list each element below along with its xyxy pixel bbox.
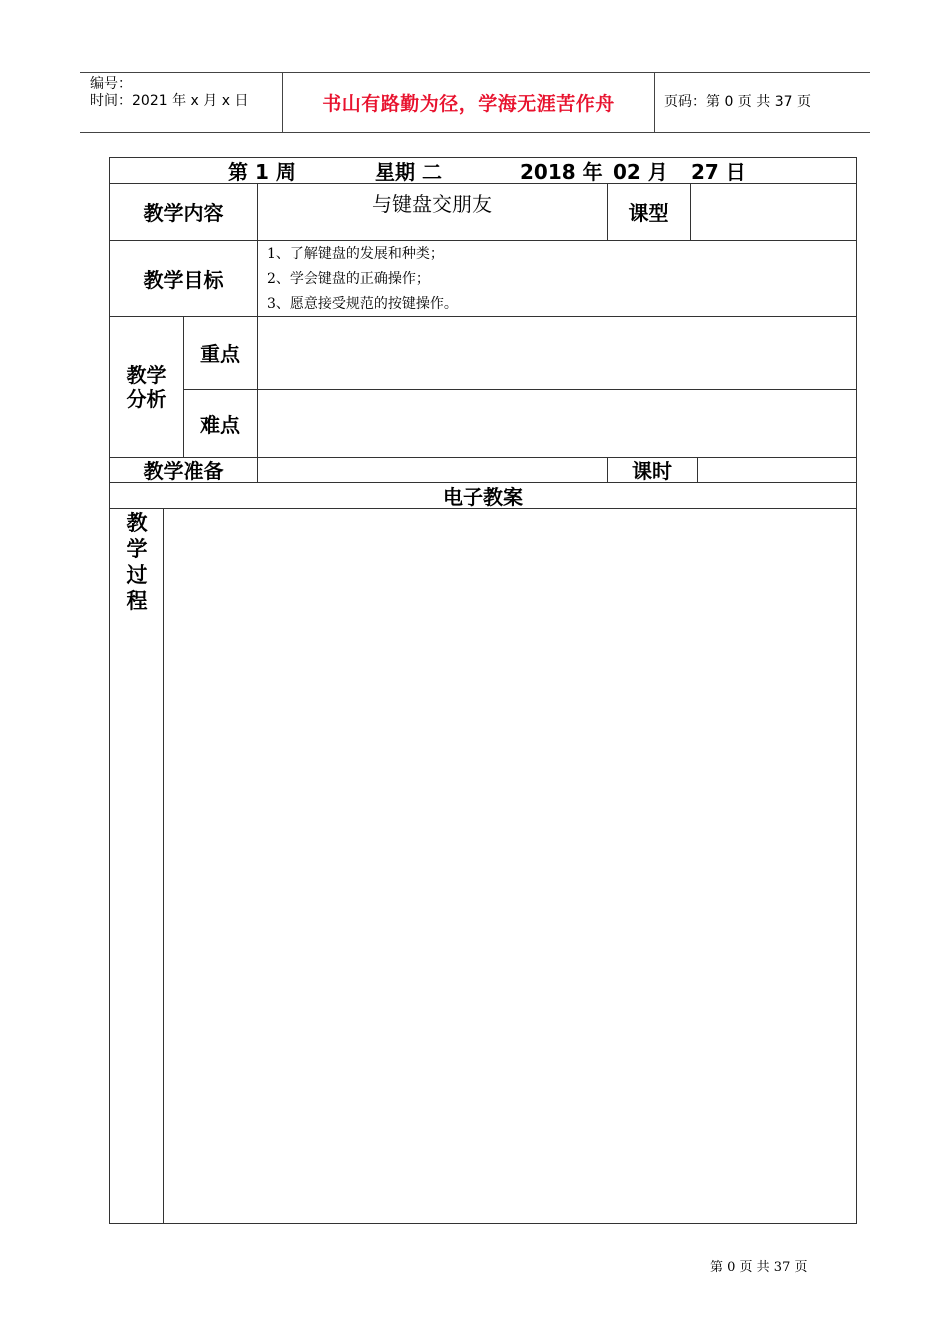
time-label: 时间：2021 年 x 月 x 日 bbox=[90, 93, 249, 109]
page-footer: 第 0 页 共 37 页 bbox=[710, 1260, 808, 1275]
process-char: 程 bbox=[126, 589, 148, 613]
goal-item: 3、愿意接受规范的按键操作。 bbox=[267, 296, 458, 312]
content-value: 与键盘交朋友 bbox=[372, 191, 492, 216]
goal-item: 2、学会键盘的正确操作； bbox=[267, 271, 430, 287]
col-divider bbox=[163, 508, 164, 1223]
prep-label: 教学准备 bbox=[143, 459, 224, 483]
lesson-plan-table bbox=[109, 157, 857, 1224]
page-info-cell bbox=[655, 73, 870, 132]
weekday: 星期 二 bbox=[375, 160, 442, 184]
process-label bbox=[122, 510, 152, 614]
content-label: 教学内容 bbox=[143, 201, 224, 225]
type-value bbox=[690, 183, 856, 240]
prep-value bbox=[257, 457, 607, 482]
analysis-label-line: 教学 bbox=[126, 363, 167, 387]
header-meta bbox=[80, 73, 282, 132]
motto-text: 书山有路勤为径，学海无涯苦作舟 bbox=[322, 93, 615, 115]
goals-list bbox=[267, 242, 458, 317]
day: 27 日 bbox=[691, 160, 746, 184]
header-page-info: 页码：第 0 页 共 37 页 bbox=[664, 94, 811, 110]
process-char: 过 bbox=[126, 563, 148, 587]
number-label: 编号： bbox=[90, 76, 132, 92]
difficulty-label: 难点 bbox=[200, 412, 240, 437]
type-label: 课型 bbox=[628, 201, 669, 225]
year: 2018 年 bbox=[520, 160, 603, 184]
process-char: 学 bbox=[126, 537, 148, 561]
goals-label: 教学目标 bbox=[143, 267, 224, 292]
goal-item: 1、了解键盘的发展和种类； bbox=[267, 246, 444, 262]
difficulty-value bbox=[257, 389, 856, 457]
analysis-label bbox=[110, 358, 183, 416]
process-char: 教 bbox=[126, 511, 148, 535]
week-number: 第 1 周 bbox=[228, 160, 296, 184]
hours-value bbox=[697, 457, 856, 482]
hours-label: 课时 bbox=[632, 459, 672, 483]
motto-cell bbox=[282, 73, 655, 132]
plan-label: 电子教案 bbox=[443, 484, 523, 509]
month: 02 月 bbox=[613, 160, 668, 184]
page-header bbox=[80, 72, 870, 133]
key-point-label: 重点 bbox=[200, 342, 240, 366]
key-point-value bbox=[257, 316, 856, 389]
analysis-label-line: 分析 bbox=[126, 387, 167, 411]
